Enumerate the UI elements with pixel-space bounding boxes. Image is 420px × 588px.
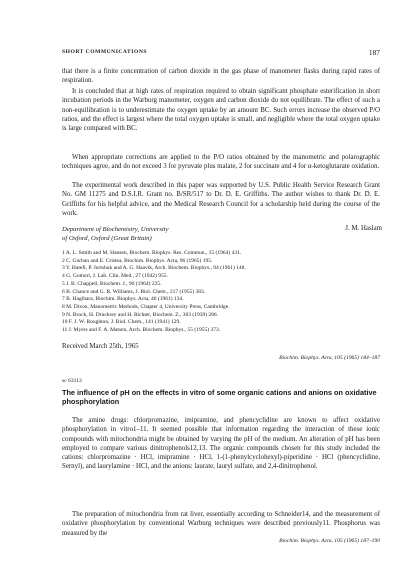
article-title: The influence of pH on the effects in vitro of some organic cations and anions on oxidative phosphorylation bbox=[62, 388, 377, 407]
received-date: Received March 25th, 1965 bbox=[62, 343, 139, 350]
reference-item: 11 J. Myers and F. A. Matsen, Arch. Biochem. Biophys., 55 (1955) 373. bbox=[62, 327, 221, 334]
running-header: SHORT COMMUNICATIONS bbox=[62, 49, 147, 55]
paragraph-corrections: When appropriate corrections are applied to the P/O ratios obtained by the manometric and polarographic techniques agree, and do not exceed 3 for pyruvate plus malate, 2 for succinate and 4 for α-ketoglutarate oxidation. bbox=[62, 154, 380, 171]
reference-item: 6 B. Chance and G. R. Williams, J. Biol. Chem., 217 (1955) 383. bbox=[62, 288, 206, 295]
author-name: J. M. Haslam bbox=[345, 225, 382, 232]
reference-item: 8 M. Dixon, Manometric Methods, Chapter 4, University Press, Cambridge. bbox=[62, 303, 230, 310]
reference-item: 7 B. Hagihara, Biochim. Biophys. Acta, 46 (1961) 134. bbox=[62, 296, 184, 303]
journal-citation-footer: Biochim. Biophys. Acta, 105 (1965) 187–190 bbox=[279, 538, 380, 544]
paragraph-acknowledgements: The experimental work described in this paper was supported by U.S. Public Health Service Research Grant No. GM 11275 and D.S.I.R. Grant no. B/SR/517 to Dr. D. E. Griffiths. The author wishes to thank Dr. D. E. Griffiths for his helpful advice, and the Medical Research Council for a scholarship held during the course of the work. bbox=[62, 182, 380, 217]
paragraph-methods: The preparation of mitochondria from rat liver, essentially according to Schneider14, and the measurement of oxidative phosphorylation by conventional Warburg techniques were described previously11. Phosphorus was measured by the bbox=[62, 511, 380, 537]
paragraph-introduction: The amine drugs: chlorpromazine, imipramine, and phencyclidine are known to affect oxidative phosphorylation in vitro1–11. It seemed possible that information regarding the interaction of these ionic compounds with mitochondria might be obtained by varying the pH of the medium. An alteration of pH has been employed to compare various dinitrophenols12,13. The organic compounds chosen for this study included the cations: chlorpromazine · HCl, imipramine · HCl, 1-(1-phenylcyclohexyl)-piperidine · HCl (phencyclidine, Sernyl), and laurylamine · HCl, and the anions: laurate, lauryl sulfate, and 2,4-dinitrophenol. bbox=[62, 417, 380, 471]
paragraph-conclusion: It is concluded that at high rates of respiration required to obtain significant phosphate esterification in short incubation periods in the Warburg manometer, oxygen and carbon dioxide do not equilibrate. The effect of such a non-equilibration is to underestimate the oxygen uptake by an amount BC. Such errors increase the observed P/O ratios, and the effect is largest where the total oxygen uptake is small, and negligible where the total oxygen uptake is large compared with BC. bbox=[62, 88, 380, 133]
page-number: 187 bbox=[368, 48, 380, 57]
affiliation-line-2: of Oxford, Oxford (Great Britain) bbox=[62, 235, 152, 242]
journal-citation: Biochim. Biophys. Acta, 105 (1965) 184–187 bbox=[279, 355, 380, 361]
sc-code: sc 63113 bbox=[62, 378, 82, 384]
reference-item: 5 J. B. Chappell, Biochem. J., 90 (1964) 225. bbox=[62, 280, 162, 287]
affiliation-line-1: Department of Biochemistry, University bbox=[62, 226, 169, 233]
reference-item: 1 A. L. Smith and M. Hansen, Biochem. Biophys. Res. Commun., 15 (1964) 431. bbox=[62, 250, 242, 256]
reference-list bbox=[62, 250, 380, 335]
paragraph-continuation: that there is a finite concentration of carbon dioxide in the gas phase of manometer flasks during rapid rates of respiration. bbox=[62, 68, 380, 85]
reference-item: 10 F. J. W. Roughton, J. Biol. Chem., 141 (1941) 129. bbox=[62, 319, 181, 326]
reference-item: 4 G. Gomori, J. Lab. Clin. Med., 27 (1942) 955. bbox=[62, 273, 168, 280]
reference-item: 3 Y. Hatefi, P. Jurtshuk and A. G. Haavik, Arch. Biochem. Biophys., 94 (1961) 148. bbox=[62, 265, 246, 272]
reference-item: 9 N. Brock, H. Druckrey and H. Richter, Biochem. Z., 303 (1939) 286. bbox=[62, 311, 219, 318]
reference-item: 2 C. Gurban and E. Cristea, Biochim. Biophys. Acta, 96 (1965) 195. bbox=[62, 257, 213, 264]
